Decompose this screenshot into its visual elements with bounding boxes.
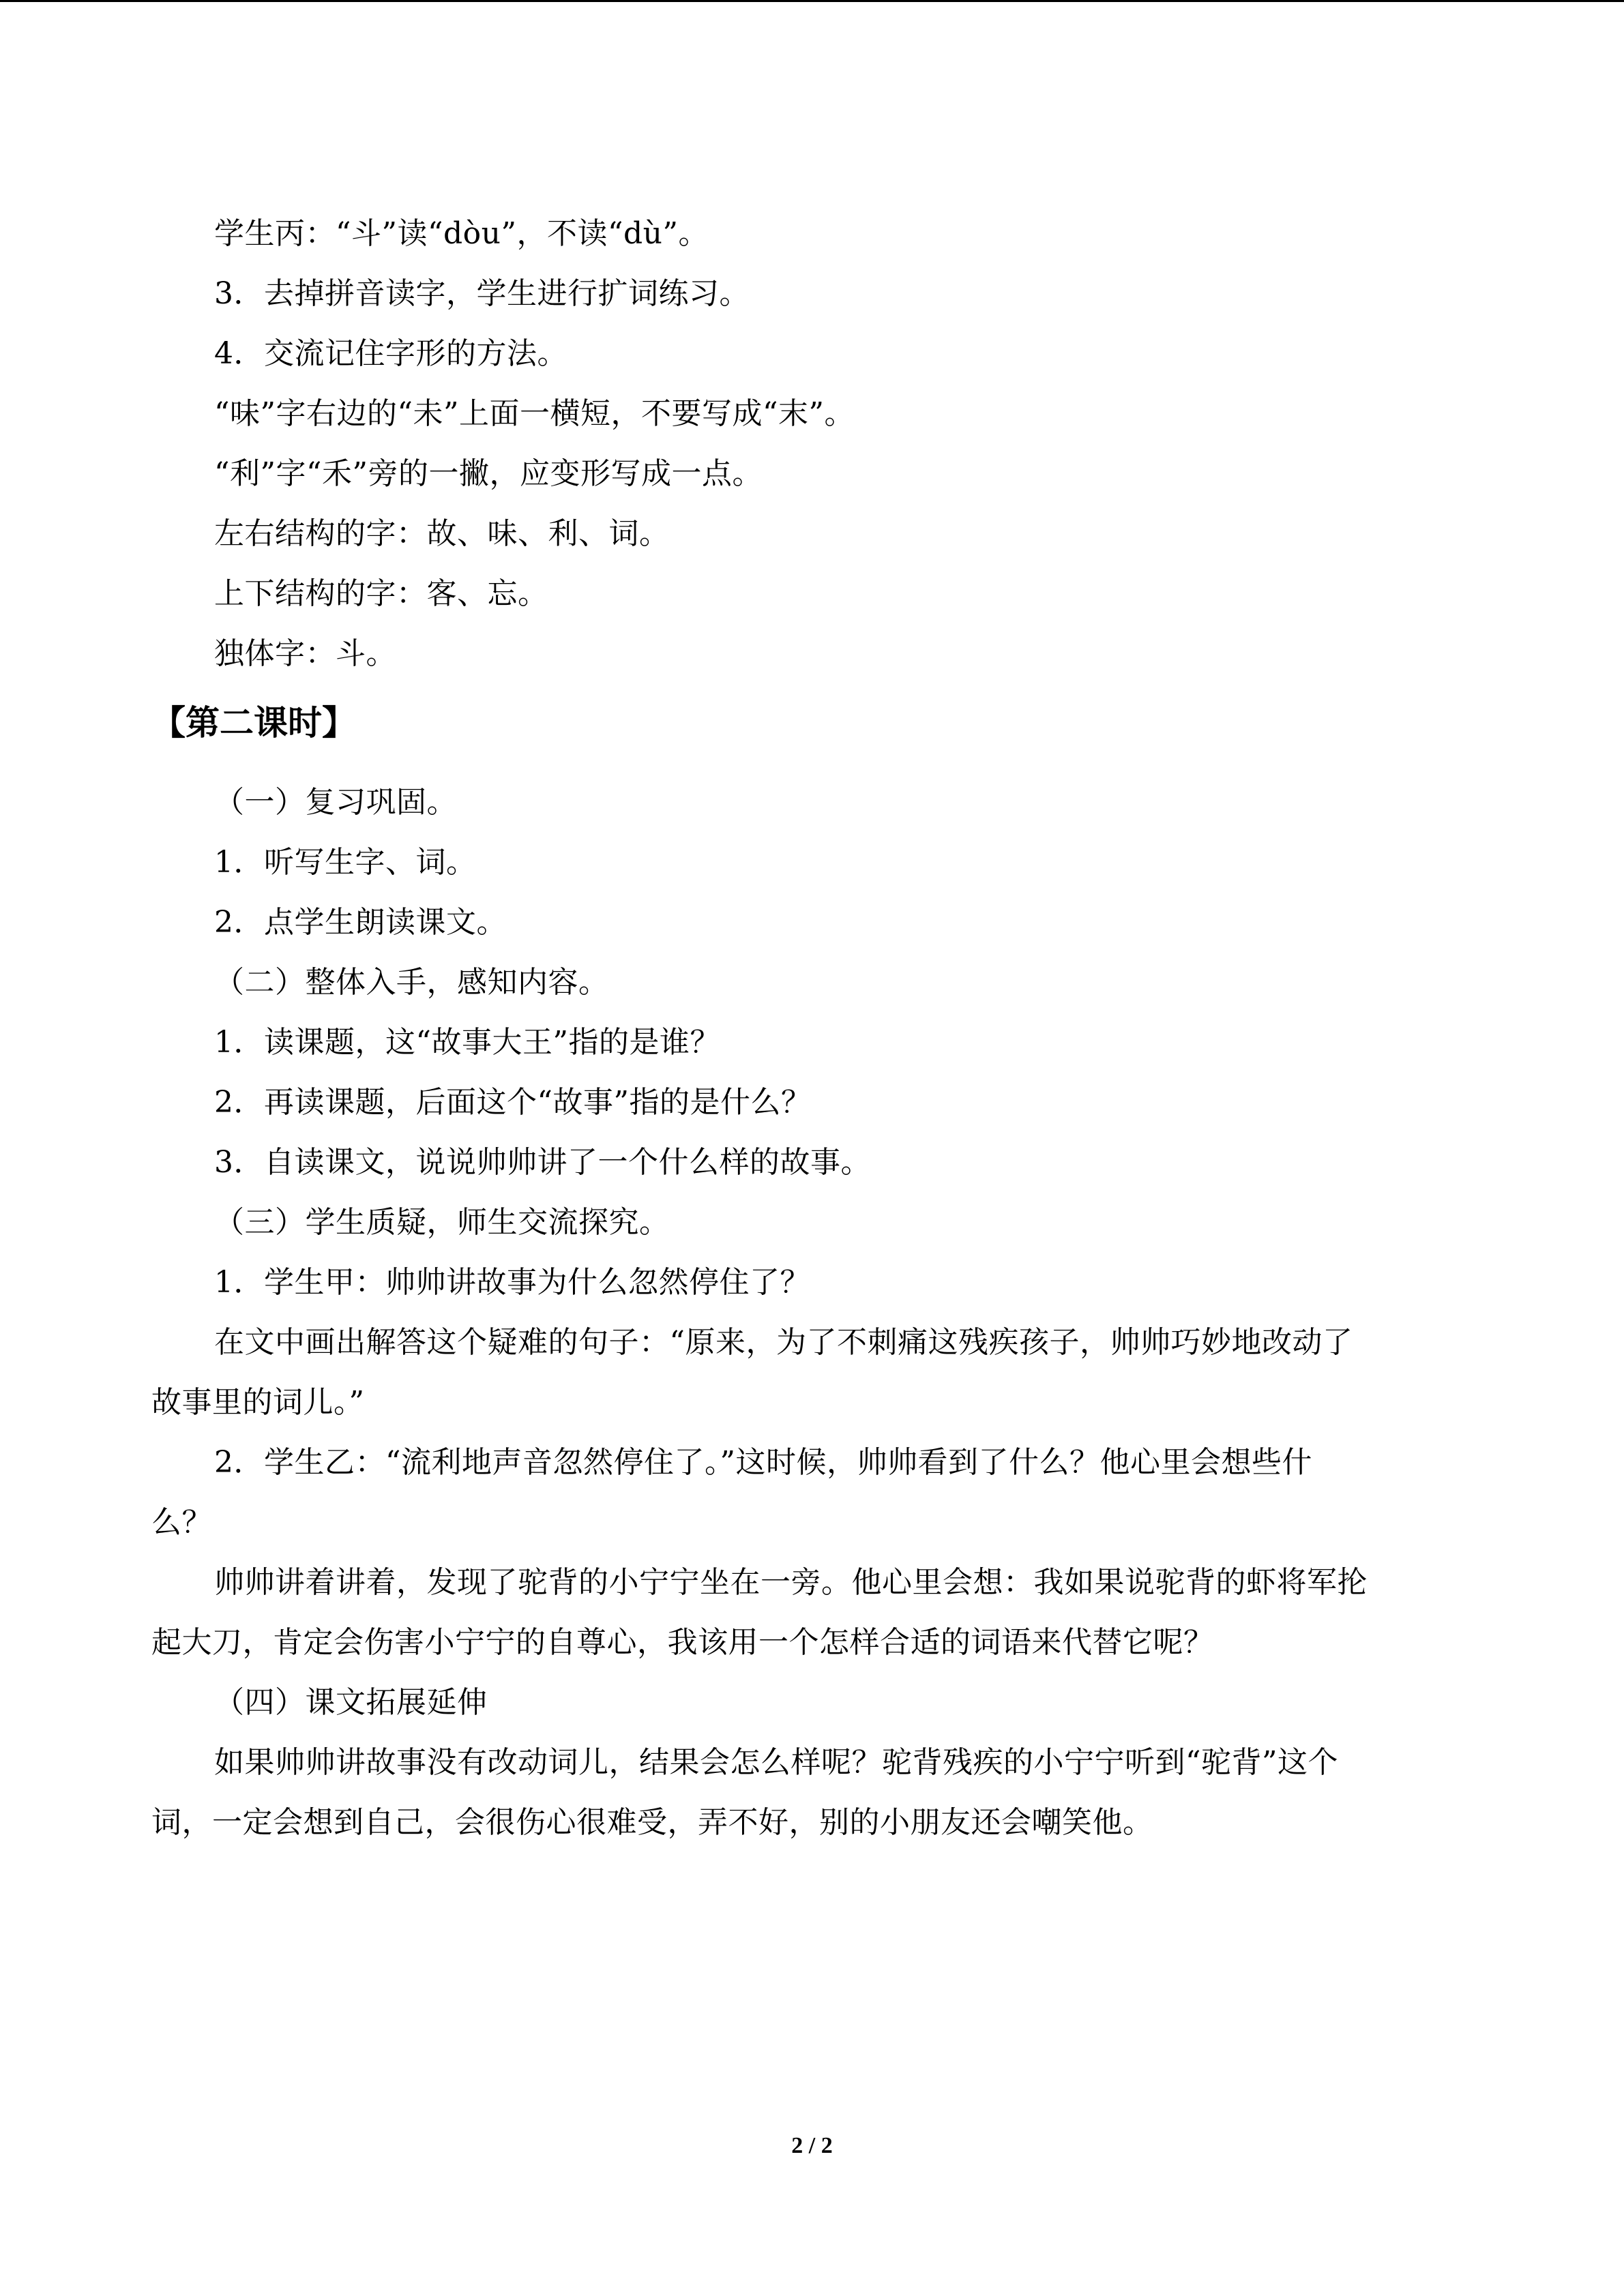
text-line: 词，一定会想到自己，会很伤心很难受，弄不好，别的小朋友还会嘲笑他。 xyxy=(151,1805,1153,1840)
text-line: 3．自读课文，说说帅帅讲了一个什么样的故事。 xyxy=(214,1145,871,1180)
text-line: （四）课文拓展延伸 xyxy=(214,1685,488,1720)
page-number: 2 / 2 xyxy=(791,2133,833,2158)
text-line: 上下结构的字：客、忘。 xyxy=(214,576,548,611)
text-line: 1．学生甲：帅帅讲故事为什么忽然停住了？ xyxy=(214,1265,810,1300)
text-line: 么？ xyxy=(151,1505,212,1540)
text-line: 起大刀，肯定会伤害小宁宁的自尊心，我该用一个怎样合适的词语来代替它呢？ xyxy=(151,1625,1214,1660)
text-line: （一）复习巩固。 xyxy=(214,785,457,820)
text-line: “味”字右边的“未”上面一横短，不要写成“末”。 xyxy=(214,396,855,431)
text-line: （二）整体入手，感知内容。 xyxy=(214,965,609,1000)
text-line: 学生丙：“斗”读“dòu”，不读“dù”。 xyxy=(214,216,709,251)
text-line: 1．读课题，这“故事大王”指的是谁？ xyxy=(214,1025,720,1060)
text-line: 4．交流记住字形的方法。 xyxy=(214,336,567,371)
text-line: 帅帅讲着讲着，发现了驼背的小宁宁坐在一旁。他心里会想：我如果说驼背的虾将军抡 xyxy=(214,1565,1368,1600)
section-heading: 【第二课时】 xyxy=(151,703,356,743)
text-line: （三）学生质疑，师生交流探究。 xyxy=(214,1205,670,1240)
text-line: 2．学生乙：“流利地声音忽然停住了。”这时候，帅帅看到了什么？他心里会想些什 xyxy=(214,1445,1312,1480)
text-line: 如果帅帅讲故事没有改动词儿，结果会怎么样呢？驼背残疾的小宁宁听到“驼背”这个 xyxy=(214,1745,1338,1780)
text-line: 2．点学生朗读课文。 xyxy=(214,905,507,940)
text-line: 故事里的词儿。” xyxy=(151,1385,365,1420)
text-line: 1．听写生字、词。 xyxy=(214,845,477,880)
top-border-line xyxy=(0,0,1624,2)
text-line: 左右结构的字：故、味、利、词。 xyxy=(214,516,670,551)
text-line: 在文中画出解答这个疑难的句子：“原来，为了不刺痛这残疾孩子，帅帅巧妙地改动了 xyxy=(214,1325,1353,1360)
text-line: 3．去掉拼音读字，学生进行扩词练习。 xyxy=(214,276,750,311)
text-line: 独体字：斗。 xyxy=(214,636,396,671)
text-line: “利”字“禾”旁的一撇，应变形写成一点。 xyxy=(214,456,763,491)
text-line: 2．再读课题，后面这个“故事”指的是什么？ xyxy=(214,1085,812,1120)
